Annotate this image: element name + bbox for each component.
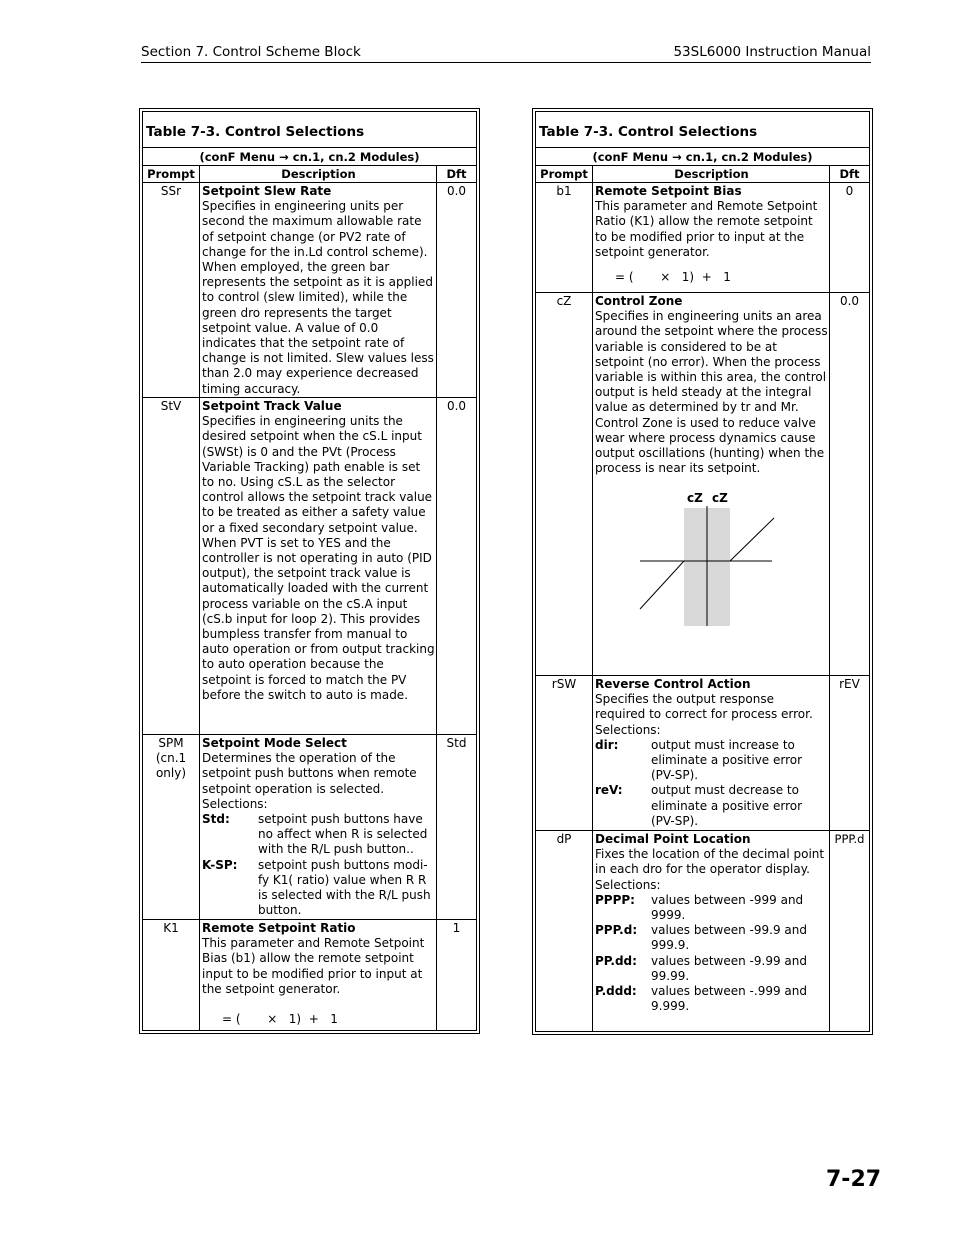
parameter-text: Specifies in engineering units an area around the setpoint where the process variable is considered to be at setpoint (no error). When the process variable is within this area, the control output is held steady at the integral value as determined by tr and Mr. Control Zone is used to reduce valve wear where process dynamics cause output oscillations (hunting) when the process is near its setpoint. xyxy=(595,309,828,476)
parameter-name: Remote Setpoint Bias xyxy=(595,184,742,198)
description xyxy=(593,676,830,830)
option-key: dir: xyxy=(595,737,619,752)
parameter-text: Fixes the location of the decimal point in each dro for the operator display. Selections: xyxy=(595,847,825,892)
option-pppp xyxy=(595,893,828,923)
control-zone-svg xyxy=(595,476,835,636)
default-value: rEV xyxy=(839,677,860,691)
description xyxy=(200,735,437,919)
default-value: PPP.d xyxy=(834,832,865,846)
control-selections-table-left xyxy=(142,111,477,1031)
option-text: setpoint push buttons have no affect when R is selected with the R/L push button.. xyxy=(258,812,428,857)
option-key: PP.dd: xyxy=(595,953,637,968)
parameter-name: Reverse Control Action xyxy=(595,677,751,691)
col-default: Dft xyxy=(839,167,860,181)
table-row xyxy=(143,183,476,398)
table-row xyxy=(536,293,869,676)
table-subtitle: (conF Menu → cn.1, cn.2 Modules) xyxy=(536,148,869,166)
default-value: 0 xyxy=(845,184,854,198)
table-row xyxy=(536,183,869,293)
table-subtitle: (conF Menu → cn.1, cn.2 Modules) xyxy=(143,148,476,166)
table-row xyxy=(143,735,476,920)
description xyxy=(593,831,830,1031)
cz-label-left: cZ xyxy=(687,491,703,506)
table-header-row xyxy=(143,166,476,183)
col-prompt: Prompt xyxy=(143,166,200,182)
default-value: 1 xyxy=(452,921,461,935)
manual-title: 53SL6000 Instruction Manual xyxy=(673,44,871,60)
col-description: Description xyxy=(200,166,437,182)
option-text: setpoint push buttons modi-fy K1( ratio) value when R R is selected with the R/L push button. xyxy=(258,857,431,918)
prompt: rSW xyxy=(536,676,593,830)
col-description: Description xyxy=(593,166,830,182)
table-row xyxy=(536,831,869,1031)
parameter-name: Setpoint Slew Rate xyxy=(202,184,332,198)
table-row xyxy=(536,676,869,831)
option-key: PPPP: xyxy=(595,892,635,907)
prompt: cZ xyxy=(536,293,593,675)
cz-label-right: cZ xyxy=(712,491,728,506)
option-ppdd xyxy=(595,954,828,984)
prompt: SPM (cn.1 only) xyxy=(143,735,200,919)
parameter-name: Setpoint Mode Select xyxy=(202,736,347,750)
option-text: output must decrease to eliminate a positive error (PV-SP). xyxy=(651,783,803,828)
option-text: values between -99.9 and 999.9. xyxy=(651,923,807,953)
ratio-formula: = ( × 1) + 1 xyxy=(222,1012,338,1027)
control-zone-diagram xyxy=(595,476,835,636)
prompt: b1 xyxy=(536,183,593,292)
default-value: 0.0 xyxy=(446,399,467,413)
response-line-high xyxy=(730,518,774,561)
parameter-text: Determines the operation of the setpoint push buttons when remote setpoint operation is selected. Selections: xyxy=(202,751,417,811)
bias-formula: = ( × 1) + 1 xyxy=(615,270,731,285)
control-selections-table-right xyxy=(535,111,870,1032)
option-key: PPP.d: xyxy=(595,923,638,938)
option-text: output must increase to eliminate a positive error (PV-SP). xyxy=(651,737,803,783)
prompt: SSr xyxy=(143,183,200,397)
table-row xyxy=(143,398,476,735)
description xyxy=(593,293,830,675)
parameter-name: Remote Setpoint Ratio xyxy=(202,921,356,935)
parameter-text: Specifies the output response required to correct for process error. Selections: xyxy=(595,692,813,737)
option-key: P.ddd: xyxy=(595,984,637,999)
page-number: 7-27 xyxy=(826,1167,882,1192)
description xyxy=(593,183,830,292)
parameter-text: Specifies in engineering units the desired setpoint when the cS.L input (SWSt) is 0 and the PVt (Process Variable Tracking) path enable is set to no. Using cS.L as the selector control allows the setpoint track value to be treated as either a safety value or a fixed secondary setpoint value. When PVT is set to YES and the controller is not operating in auto (PID output), the setpoint track value is automatically loaded with the current process variable on the cS.A input (cS.b input for loop 2). This provides bumpless transfer from manual to auto operation or from output tracking to auto operation because the setpoint is forced to match the PV before the switch to auto is made. xyxy=(202,414,435,702)
default-value: 0.0 xyxy=(446,184,467,198)
option-std xyxy=(202,812,435,858)
option-text: values between -9.99 and 99.99. xyxy=(651,953,807,983)
table-row xyxy=(143,920,476,1030)
option-key: reV: xyxy=(595,783,623,798)
response-line-low xyxy=(640,561,684,609)
description xyxy=(200,183,437,397)
option-dir xyxy=(595,738,828,784)
description xyxy=(200,398,437,734)
option-text: values between -.999 and 9.999. xyxy=(651,984,807,1014)
option-key: Std: xyxy=(202,812,230,827)
parameter-name: Setpoint Track Value xyxy=(202,399,342,413)
option-ksp xyxy=(202,858,435,919)
parameter-text: This parameter and Remote Setpoint Bias (b1) allow the remote setpoint input to be modified prior to input at the setpoint generator. xyxy=(202,936,425,996)
parameter-text: Specifies in engineering units per second the maximum allowable rate of setpoint change (or PV2 rate of change for the in.Ld control scheme). When employed, the green bar represents the setpoint as it is applied to control (slew limited), while the green dro represents the target setpoint value. A value of 0.0 indicates that the setpoint rate of change is not limited. Slew values less than 2.0 may experience decreased timing accuracy. xyxy=(202,199,434,396)
prompt: K1 xyxy=(143,920,200,1030)
option-key: K-SP: xyxy=(202,857,238,872)
option-pddd xyxy=(595,984,828,1014)
option-rev xyxy=(595,783,828,829)
col-default: Dft xyxy=(446,167,467,181)
default-value: Std xyxy=(446,736,467,750)
section-title: Section 7. Control Scheme Block xyxy=(141,44,361,60)
option-pppd xyxy=(595,923,828,953)
parameter-name: Control Zone xyxy=(595,294,683,308)
default-value: 0.0 xyxy=(839,294,860,308)
prompt: dP xyxy=(536,831,593,1031)
table-header-row xyxy=(536,166,869,183)
prompt: StV xyxy=(143,398,200,734)
parameter-name: Decimal Point Location xyxy=(595,832,751,846)
description xyxy=(200,920,437,1030)
col-prompt: Prompt xyxy=(536,166,593,182)
table-title: Table 7-3. Control Selections xyxy=(536,112,869,148)
parameter-text: This parameter and Remote Setpoint Ratio (K1) allow the remote setpoint to be modified prior to input at the setpoint generator. xyxy=(595,199,818,259)
option-text: values between -999 and 9999. xyxy=(651,892,804,923)
table-title: Table 7-3. Control Selections xyxy=(143,112,476,148)
page-header xyxy=(141,44,871,63)
